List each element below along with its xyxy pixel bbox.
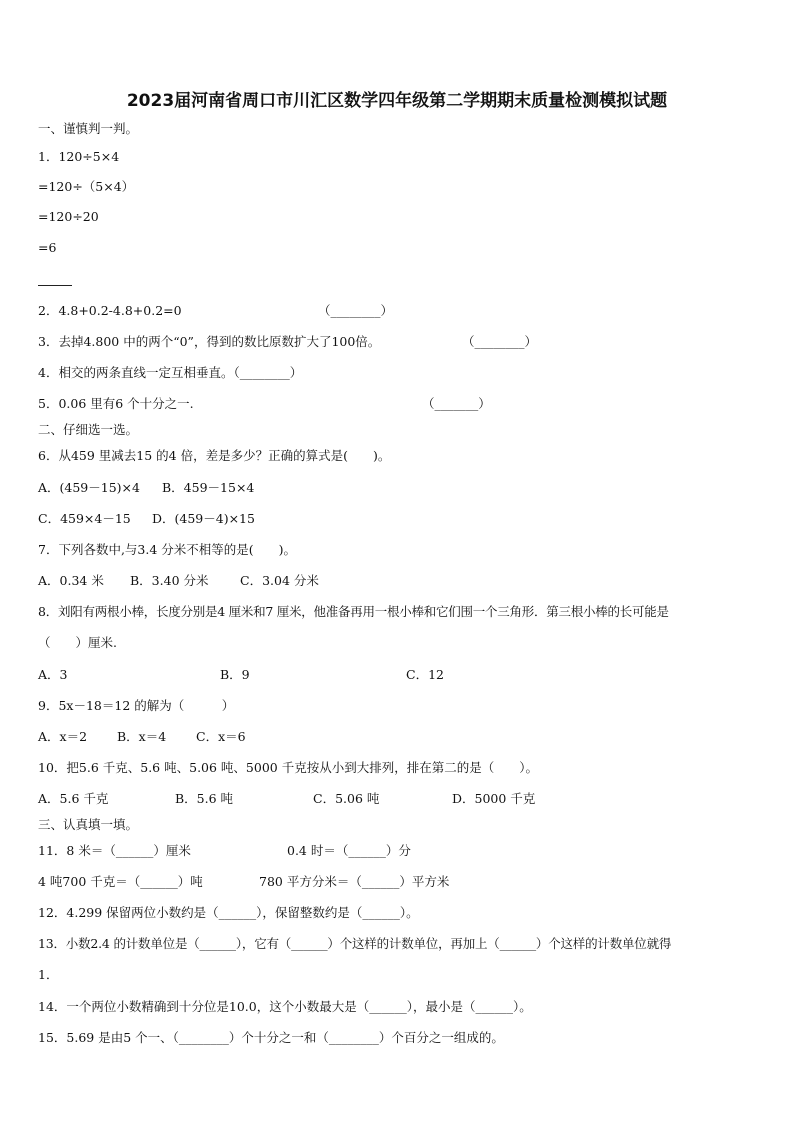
question-15: 15．5.69 是由5 个一、（________）个十分之一和（________）个百分之一组成的。: [38, 1030, 504, 1045]
question-4: 4．相交的两条直线一定互相垂直。（________）: [38, 365, 303, 380]
question-14: 14．一个两位小数精确到十分位是10.0，这个小数最大是（______），最小是（______）。: [38, 999, 532, 1014]
section-heading-choose: 二、仔细选一选。: [38, 422, 139, 437]
question-10-option-a[interactable]: A．5.6 千克: [38, 791, 109, 806]
question-8-option-c[interactable]: C．12: [406, 667, 444, 682]
question-8-option-b[interactable]: B．9: [220, 667, 250, 682]
question-11-part-b: 0.4 时＝（______）分: [287, 843, 411, 858]
question-7-option-a[interactable]: A．0.34 米: [38, 573, 104, 588]
question-11-part-c: 4 吨700 千克＝（______）吨: [38, 874, 203, 889]
question-10-option-d[interactable]: D．5000 千克: [452, 791, 536, 806]
question-9-option-c[interactable]: C．x＝6: [196, 729, 246, 744]
question-3: 3．去掉4.800 中的两个“0”，得到的数比原数扩大了100倍。: [38, 334, 381, 349]
question-1-line-1: 1．120÷5×4: [38, 149, 120, 164]
question-3-answer-blank[interactable]: （________）: [462, 334, 538, 349]
question-12: 12．4.299 保留两位小数约是（______），保留整数约是（______）。: [38, 905, 419, 920]
question-6-option-d[interactable]: D．(459－4)×15: [152, 511, 255, 526]
question-13: 13．小数2.4 的计数单位是（______），它有（______）个这样的计数单位，再加上（______）个这样的计数单位就得: [38, 936, 672, 951]
section-heading-fill: 三、认真填一填。: [38, 817, 139, 832]
question-6-option-c[interactable]: C．459×4－15: [38, 511, 131, 526]
question-5-answer-blank[interactable]: （_______）: [422, 396, 491, 411]
question-1-line-3: =120÷20: [38, 209, 99, 224]
question-2: 2．4.8+0.2-4.8+0.2=0: [38, 303, 182, 318]
question-7-option-c[interactable]: C．3.04 分米: [240, 573, 319, 588]
question-1-line-2: =120÷（5×4）: [38, 179, 135, 194]
section-heading-judge: 一、谨慎判一判。: [38, 121, 139, 136]
question-9-option-b[interactable]: B．x＝4: [117, 729, 167, 744]
question-11-part-d: 780 平方分米＝（______）平方米: [259, 874, 450, 889]
question-1-line-4: =6: [38, 240, 57, 255]
question-6: 6．从459 里减去15 的4 倍，差是多少？正确的算式是( )。: [38, 448, 391, 463]
question-5: 5．0.06 里有6 个十分之一.: [38, 396, 194, 411]
question-10: 10．把5.6 千克、5.6 吨、5.06 吨、5000 千克按从小到大排列，排在第二的是（ ）。: [38, 760, 538, 775]
question-8-continued: （ ）厘米.: [38, 635, 117, 650]
question-6-option-a[interactable]: A．(459－15)×4: [38, 480, 140, 495]
question-11-part-a: 11．8 米＝（______）厘米: [38, 843, 191, 858]
question-8: 8．刘阳有两根小棒，长度分别是4 厘米和7 厘米，他准备再用一根小棒和它们围一个三角形．第三根小棒的长可能是: [38, 604, 669, 619]
question-7: 7．下列各数中,与3.4 分米不相等的是( )。: [38, 542, 297, 557]
question-13-continued: 1．: [38, 967, 59, 982]
page-title: 2023届河南省周口市川汇区数学四年级第二学期期末质量检测模拟试题: [126, 91, 668, 111]
question-10-option-b[interactable]: B．5.6 吨: [175, 791, 234, 806]
question-8-option-a[interactable]: A．3: [38, 667, 68, 682]
question-6-option-b[interactable]: B．459－15×4: [162, 480, 255, 495]
question-7-option-b[interactable]: B．3.40 分米: [130, 573, 209, 588]
question-2-answer-blank[interactable]: （________）: [318, 303, 394, 318]
question-9-option-a[interactable]: A．x＝2: [38, 729, 88, 744]
question-9: 9．5x－18＝12 的解为（ ）: [38, 698, 235, 713]
question-1-answer-line: [38, 285, 72, 286]
question-10-option-c[interactable]: C．5.06 吨: [313, 791, 380, 806]
